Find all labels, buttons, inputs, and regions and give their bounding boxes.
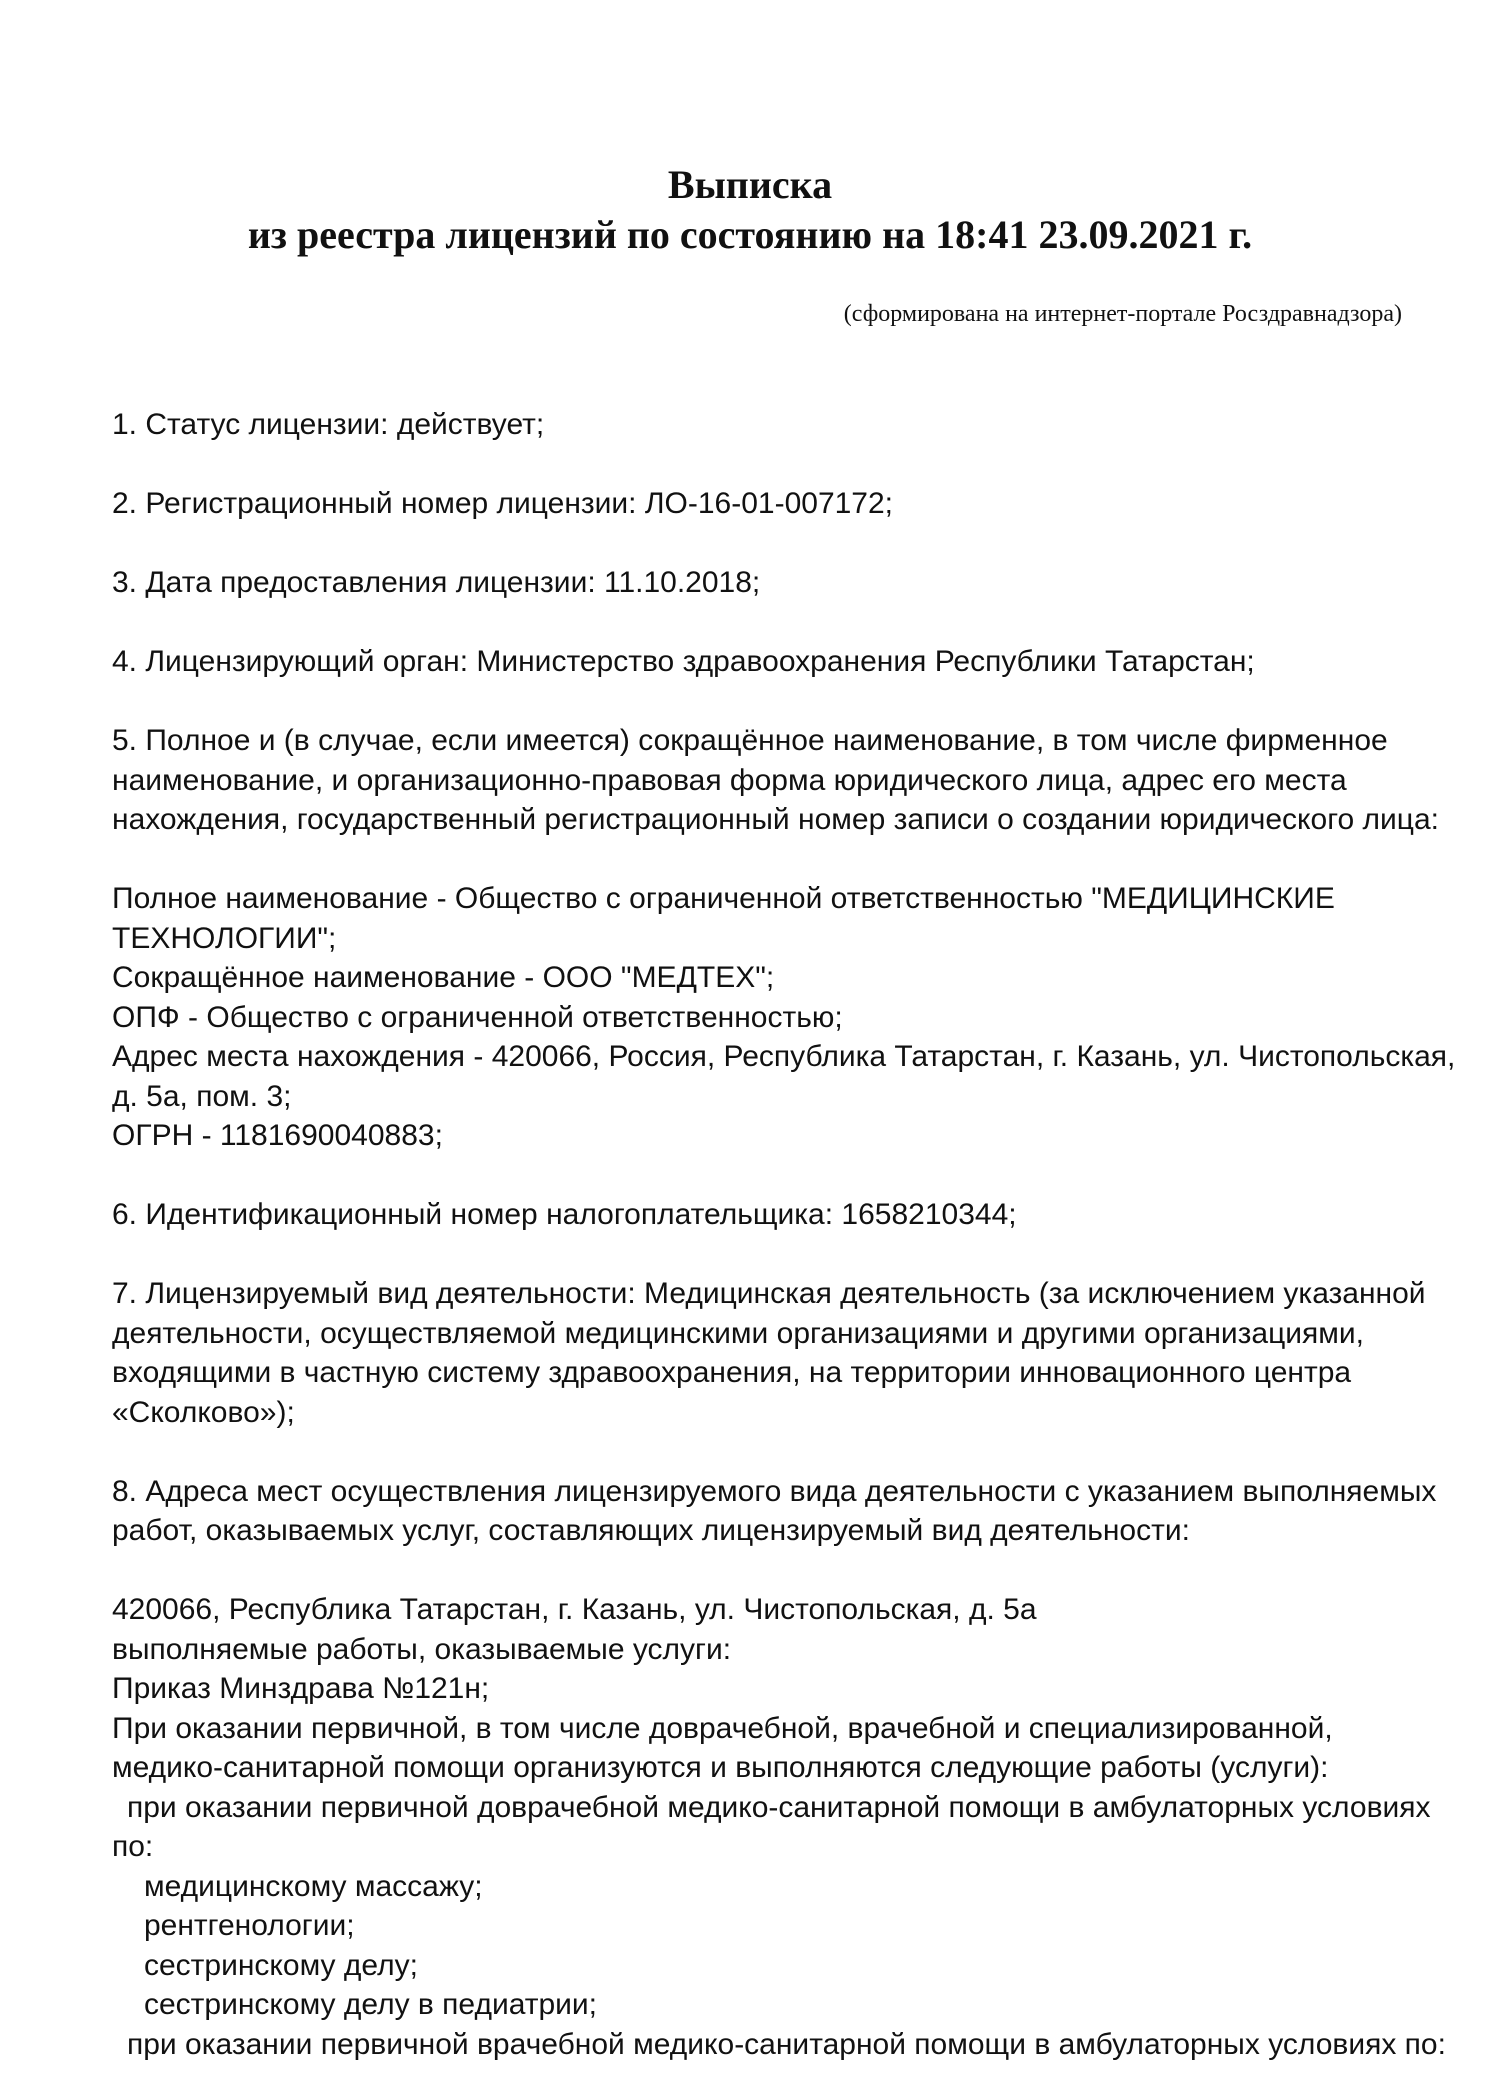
service-item: сестринскому делу;: [144, 1948, 418, 1982]
name-section-line: наименование, и организационно-правовая форма юридического лица, адрес его места: [112, 763, 1347, 797]
activity-line: 7. Лицензируемый вид деятельности: Медицинская деятельность (за исключением указанной: [112, 1277, 1426, 1310]
address-line: Адрес места нахождения - 420066, Россия, Республика Татарстан, г. Казань, ул. Чистопольская,: [112, 1040, 1456, 1073]
address-line: д. 5а, пом. 3;: [112, 1079, 292, 1113]
license-reg-number: 2. Регистрационный номер лицензии: ЛО-16-01-007172;: [112, 487, 894, 520]
ogrn: ОГРН - 1181690040883;: [112, 1119, 443, 1152]
primary-care-line: При оказании первичной, в том числе доврачебной, врачебной и специализированной,: [112, 1711, 1333, 1745]
place-address: 420066, Республика Татарстан, г. Казань, ул. Чистопольская, д. 5а: [112, 1593, 1037, 1626]
works-label: выполняемые работы, оказываемые услуги:: [112, 1632, 732, 1666]
primary-care-line: медико-санитарной помощи организуются и выполняются следующие работы (услуги):: [112, 1751, 1329, 1784]
inn: 6. Идентификационный номер налогоплательщика: 1658210344;: [112, 1198, 1017, 1231]
license-issue-date: 3. Дата предоставления лицензии: 11.10.2018;: [112, 566, 761, 599]
vrach-line: при оказании первичной врачебной медико-санитарной помощи в амбулаторных условиях по:: [127, 2027, 1446, 2061]
document-body: [112, 405, 1472, 2064]
source-note: (сформирована на интернет-портале Росздравнадзора): [843, 301, 1402, 327]
activity-line: «Сколково»);: [112, 1395, 295, 1429]
service-item: сестринскому делу в педиатрии;: [144, 1988, 598, 2021]
activity-line: деятельности, осуществляемой медицинскими организациями и другими организациями,: [112, 1316, 1365, 1350]
document-title: Выписка: [667, 162, 833, 207]
prevrach-line: по:: [112, 1830, 154, 1863]
full-name-line: Полное наименование - Общество с ограниченной ответственностью "МЕДИЦИНСКИЕ: [112, 882, 1335, 915]
service-item: медицинскому массажу;: [144, 1869, 483, 1903]
places-line: 8. Адреса мест осуществления лицензируемого вида деятельности с указанием выполняемых: [112, 1474, 1437, 1508]
name-section-line: 5. Полное и (в случае, если имеется) сокращённое наименование, в том числе фирменное: [112, 724, 1388, 757]
license-authority: 4. Лицензирующий орган: Министерство здравоохранения Республики Татарстан;: [112, 645, 1255, 678]
activity-line: входящими в частную систему здравоохранения, на территории инновационного центра: [112, 1356, 1352, 1389]
short-name: Сокращённое наименование - ООО "МЕДТЕХ";: [112, 961, 775, 994]
name-section-line: нахождения, государственный регистрационный номер записи о создании юридического лица:: [112, 803, 1439, 836]
order-ref: Приказ Минздрава №121н;: [112, 1672, 490, 1705]
license-status: 1. Статус лицензии: действует;: [112, 408, 545, 441]
full-name-line: ТЕХНОЛОГИИ";: [112, 921, 337, 955]
document-subtitle: из реестра лицензий по состоянию на 18:41 23.09.2021 г.: [247, 212, 1253, 257]
places-line: работ, оказываемых услуг, составляющих лицензируемый вид деятельности:: [112, 1514, 1190, 1547]
prevrach-line: при оказании первичной доврачебной медико-санитарной помощи в амбулаторных условиях: [127, 1790, 1431, 1824]
legal-form: ОПФ - Общество с ограниченной ответственностью;: [112, 1000, 843, 1034]
service-item: рентгенологии;: [144, 1909, 355, 1942]
